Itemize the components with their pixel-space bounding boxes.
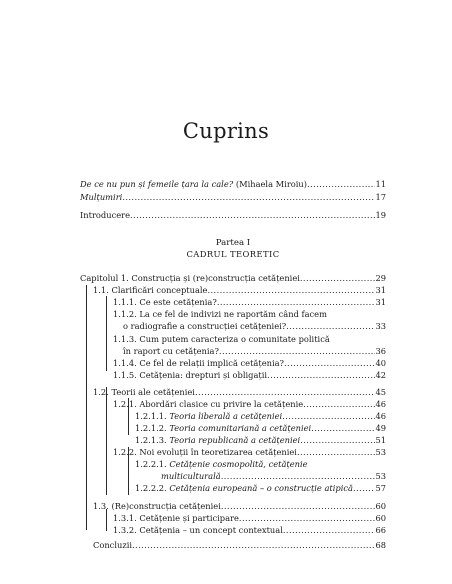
toc-entry-1-1[interactable] <box>93 284 386 296</box>
leader-dots <box>130 209 375 221</box>
leader-dots <box>217 296 376 308</box>
toc-entry-1-1-4[interactable] <box>113 357 386 369</box>
leader-dots <box>284 357 375 369</box>
toc-entry-label-author: (Mihaela Miroiu) <box>233 179 308 189</box>
toc-entry-label: multiculturală <box>161 471 221 481</box>
toc-entry-1-2-1-2[interactable] <box>135 422 386 434</box>
toc-entry-1-2-2-1[interactable] <box>161 470 386 482</box>
toc-entry-label: Introducere <box>80 210 131 220</box>
toc-page-number: 66 <box>375 525 386 535</box>
toc-page-number: 68 <box>375 540 386 550</box>
toc-entry-number: 1.2.2.1. <box>135 459 170 469</box>
toc-entry-number: 1.2.1.3. <box>135 435 170 445</box>
toc-entry-foreword[interactable] <box>80 178 386 190</box>
toc-page-number: 40 <box>375 358 386 368</box>
toc-page-number: 31 <box>375 285 386 295</box>
toc-entry-label: 1.2.2. Noi evoluții în teoretizarea cetățeniei <box>113 447 297 457</box>
leader-dots <box>221 470 376 482</box>
leader-dots <box>282 410 375 422</box>
toc-entry-1-3[interactable] <box>93 500 386 512</box>
leader-dots <box>311 422 375 434</box>
toc-entry-number: 1.2.1.1. <box>135 411 170 421</box>
toc-page-number: 33 <box>375 321 386 331</box>
toc-entry-1-3-1[interactable] <box>113 512 386 524</box>
toc-entry-1-3-2[interactable] <box>113 524 386 536</box>
toc-entry-label: 1.1.1. Ce este cetățenia? <box>113 297 217 307</box>
bracket-rule-section-1-1 <box>106 296 107 371</box>
toc-entry-1-2-1-1[interactable] <box>135 410 386 422</box>
toc-page-number: 45 <box>375 387 386 397</box>
toc-entry-label: o radiografie a construcției cetățeniei? <box>123 321 287 331</box>
toc-entry-1-2-2[interactable] <box>113 446 386 458</box>
toc-entry-1-2-2-1-line1[interactable] <box>135 458 308 470</box>
toc-entry-1-2-1[interactable] <box>113 398 386 410</box>
toc-entry-label: 1.2.1. Abordări clasice cu privire la cetățenie <box>113 399 304 409</box>
toc-entry-number: 1.2.2.2. <box>135 483 170 493</box>
leader-dots <box>307 178 375 190</box>
toc-entry-1-2-1-3[interactable] <box>135 434 386 446</box>
toc-page-number: 11 <box>375 179 386 189</box>
toc-entry-chapter-1[interactable] <box>80 272 386 284</box>
toc-entry-1-1-1[interactable] <box>113 296 386 308</box>
toc-page-number: 17 <box>375 192 386 202</box>
page-title: Cuprins <box>182 119 270 143</box>
toc-entry-label: 1.2. Teorii ale cetățeniei <box>93 387 195 397</box>
leader-dots <box>195 386 375 398</box>
leader-dots <box>221 500 376 512</box>
toc-page-number: 60 <box>375 501 386 511</box>
toc-entry-1-1-2-line1[interactable]: 1.1.2. La ce fel de indivizi ne raportăm când facem <box>113 309 327 319</box>
toc-page-number: 60 <box>375 513 386 523</box>
toc-entry-label: Teoria liberală a cetățeniei <box>169 411 283 421</box>
leader-dots <box>303 398 375 410</box>
toc-page-number: 46 <box>375 411 386 421</box>
toc-entry-label: Teoria republicană a cetățeniei <box>169 435 301 445</box>
toc-page-number: 31 <box>375 297 386 307</box>
toc-entry-label: 1.1.4. Ce fel de relații implică cetățenia? <box>113 358 285 368</box>
toc-page-number: 19 <box>375 210 386 220</box>
leader-dots <box>267 369 375 381</box>
leader-dots <box>300 272 376 284</box>
toc-entry-label: 1.3.2. Cetățenia – un concept contextual <box>113 525 283 535</box>
leader-dots <box>353 482 375 494</box>
bracket-rule-section-1-2 <box>106 387 107 495</box>
toc-entry-label: Cetățenie cosmopolită, cetățenie <box>169 459 308 469</box>
toc-entry-label: De ce nu pun și femeile țara la cale? <box>80 179 234 189</box>
toc-entry-label: 1.1.5. Cetățenia: drepturi și obligații <box>113 370 268 380</box>
leader-dots <box>297 446 375 458</box>
toc-entry-label: 1.1. Clarificări conceptuale <box>93 285 208 295</box>
toc-entry-1-2[interactable] <box>93 386 386 398</box>
toc-entry-label: Mulțumiri <box>80 192 123 202</box>
leader-dots <box>286 320 375 332</box>
leader-dots <box>207 284 375 296</box>
leader-dots <box>283 524 376 536</box>
toc-entry-label: Concluzii <box>93 540 133 550</box>
toc-entry-acknowledgements[interactable] <box>80 191 386 203</box>
toc-page-number: 42 <box>375 370 386 380</box>
bracket-rule-chapter <box>86 285 87 530</box>
toc-entry-label: 1.3. (Re)construcția cetățeniei <box>93 501 221 511</box>
leader-dots <box>122 191 375 203</box>
toc-entry-label: Teoria comunitariană a cetățeniei <box>169 423 312 433</box>
toc-entry-conclusions[interactable] <box>93 539 386 551</box>
toc-entry-1-1-5[interactable] <box>113 369 386 381</box>
toc-entry-1-2-2-2[interactable] <box>135 482 386 494</box>
toc-page-number: 46 <box>375 399 386 409</box>
part-title: CADRUL TEORETIC <box>186 249 280 259</box>
toc-entry-number: 1.2.1.2. <box>135 423 170 433</box>
part-number: Partea I <box>215 238 251 248</box>
toc-entry-1-1-3-line1[interactable]: 1.1.3. Cum putem caracteriza o comunitate politică <box>113 334 330 344</box>
toc-page-number: 36 <box>375 346 386 356</box>
leader-dots <box>132 539 375 551</box>
toc-page-number: 57 <box>375 483 386 493</box>
leader-dots <box>300 434 375 446</box>
toc-page-number: 49 <box>375 423 386 433</box>
toc-page-number: 53 <box>375 447 386 457</box>
toc-entry-introduction[interactable] <box>80 209 386 221</box>
toc-page-number: 51 <box>375 435 386 445</box>
toc-entry-label: Capitolul 1. Construcția și (re)construcția cetățeniei <box>80 273 300 283</box>
toc-entry-label: 1.3.1. Cetățenie și participare <box>113 513 239 523</box>
toc-entry-label: în raport cu cetățenia? <box>123 346 219 356</box>
bracket-rule-section-1-3 <box>106 509 107 531</box>
toc-entry-1-1-3[interactable] <box>123 345 386 357</box>
toc-page-number: 53 <box>375 471 386 481</box>
leader-dots <box>219 345 376 357</box>
toc-entry-1-1-2[interactable] <box>123 320 386 332</box>
toc-page-number: 29 <box>375 273 386 283</box>
toc-entry-label: Cetățenia europeană – o construcție atipică <box>169 483 353 493</box>
leader-dots <box>239 512 376 524</box>
